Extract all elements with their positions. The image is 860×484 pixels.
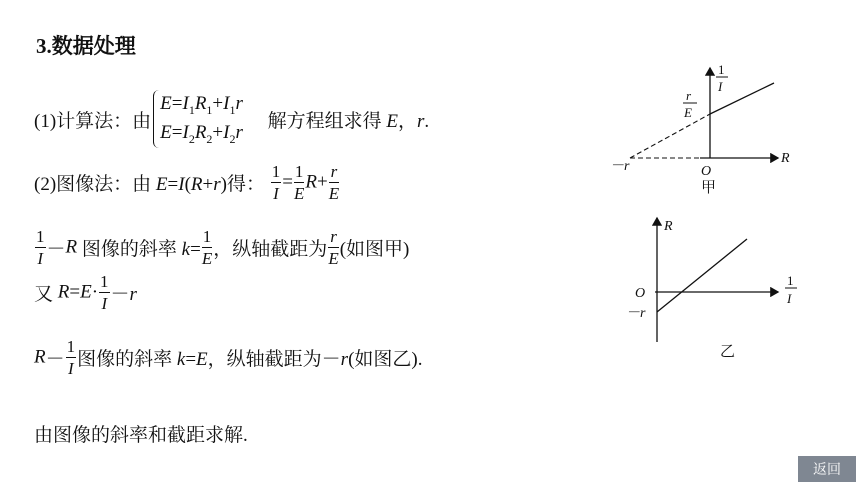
line5-text: 图像的斜率 k=E，纵轴截距为－r(如图乙). <box>77 349 423 370</box>
y-axis-label-den: I <box>718 79 723 94</box>
method1-line <box>34 90 429 148</box>
equation-2: $E=I_2R_2+I_2r$ <box>160 122 243 146</box>
method2-line <box>34 163 340 202</box>
origin-label: O <box>635 286 646 301</box>
minus-sign: － <box>45 349 65 370</box>
fraction-1-over-E: $\frac{1}{E}$ <box>293 162 305 203</box>
line4 <box>34 273 137 312</box>
line3-text3: (如图甲) <box>339 239 410 260</box>
fraction-1-over-I: $\frac{1}{I}$ <box>36 227 45 268</box>
extrapolated-line <box>630 114 710 158</box>
line6: 由图像的斜率和截距求解. <box>34 425 248 446</box>
figure-caption: 甲 <box>701 180 717 196</box>
x-axis-label-den: I <box>787 291 792 306</box>
line3-text1: 图像的斜率 k= <box>81 239 201 260</box>
line4-formula: R=E· <box>57 281 99 303</box>
neg-r-label: －r <box>610 159 630 174</box>
data-line <box>657 239 747 312</box>
fraction-1-over-I: $\frac{1}{I}$ <box>66 337 76 378</box>
x-axis-label-num: 1 <box>787 273 794 288</box>
neg-r-label: －r <box>626 306 646 321</box>
line4-text1: 又 <box>34 284 54 305</box>
intercept-label-num: r <box>686 88 692 103</box>
fraction-1-over-I: $\frac{1}{I}$ <box>271 162 281 203</box>
line5 <box>34 338 422 377</box>
section-title: 3.数据处理 <box>36 34 136 58</box>
figure-yi <box>610 210 810 360</box>
return-button[interactable]: 返回 <box>798 456 856 482</box>
fraction-r-over-E: $\frac{r}{E}$ <box>328 227 339 268</box>
figure-jia <box>600 58 800 208</box>
y-axis-label-num: 1 <box>718 62 725 77</box>
origin-label: O <box>701 164 712 179</box>
x-axis-label: R <box>781 151 790 166</box>
fraction-1-over-E: $\frac{1}{E}$ <box>201 227 213 268</box>
var-R: R <box>65 236 78 258</box>
method1-prefix: (1)计算法：由 <box>34 110 152 132</box>
intercept-label-den: E <box>684 105 692 120</box>
method2-prefix: (2)图像法：由 E=I(R+r)得： <box>34 174 265 195</box>
line3 <box>34 228 409 267</box>
y-axis-label: R <box>664 219 673 234</box>
var-R: R <box>34 346 46 368</box>
fraction-r-over-E: $\frac{r}{E}$ <box>328 162 340 203</box>
method1-suffix: 解方程组求得 E，r. <box>267 110 430 132</box>
line4-tail: －r <box>110 284 137 305</box>
var-R: R <box>305 171 318 193</box>
equation-1: $E=I_1R_1+I_1r$ <box>160 93 243 117</box>
fraction-1-over-I: $\frac{1}{I}$ <box>100 272 109 313</box>
minus-sign: － <box>46 239 66 260</box>
equals-sign: = <box>282 171 293 193</box>
equation-system <box>153 90 247 148</box>
line3-text2: ，纵轴截距为 <box>213 239 328 260</box>
plus-sign: + <box>317 171 328 193</box>
figure-caption: 乙 <box>720 344 736 360</box>
